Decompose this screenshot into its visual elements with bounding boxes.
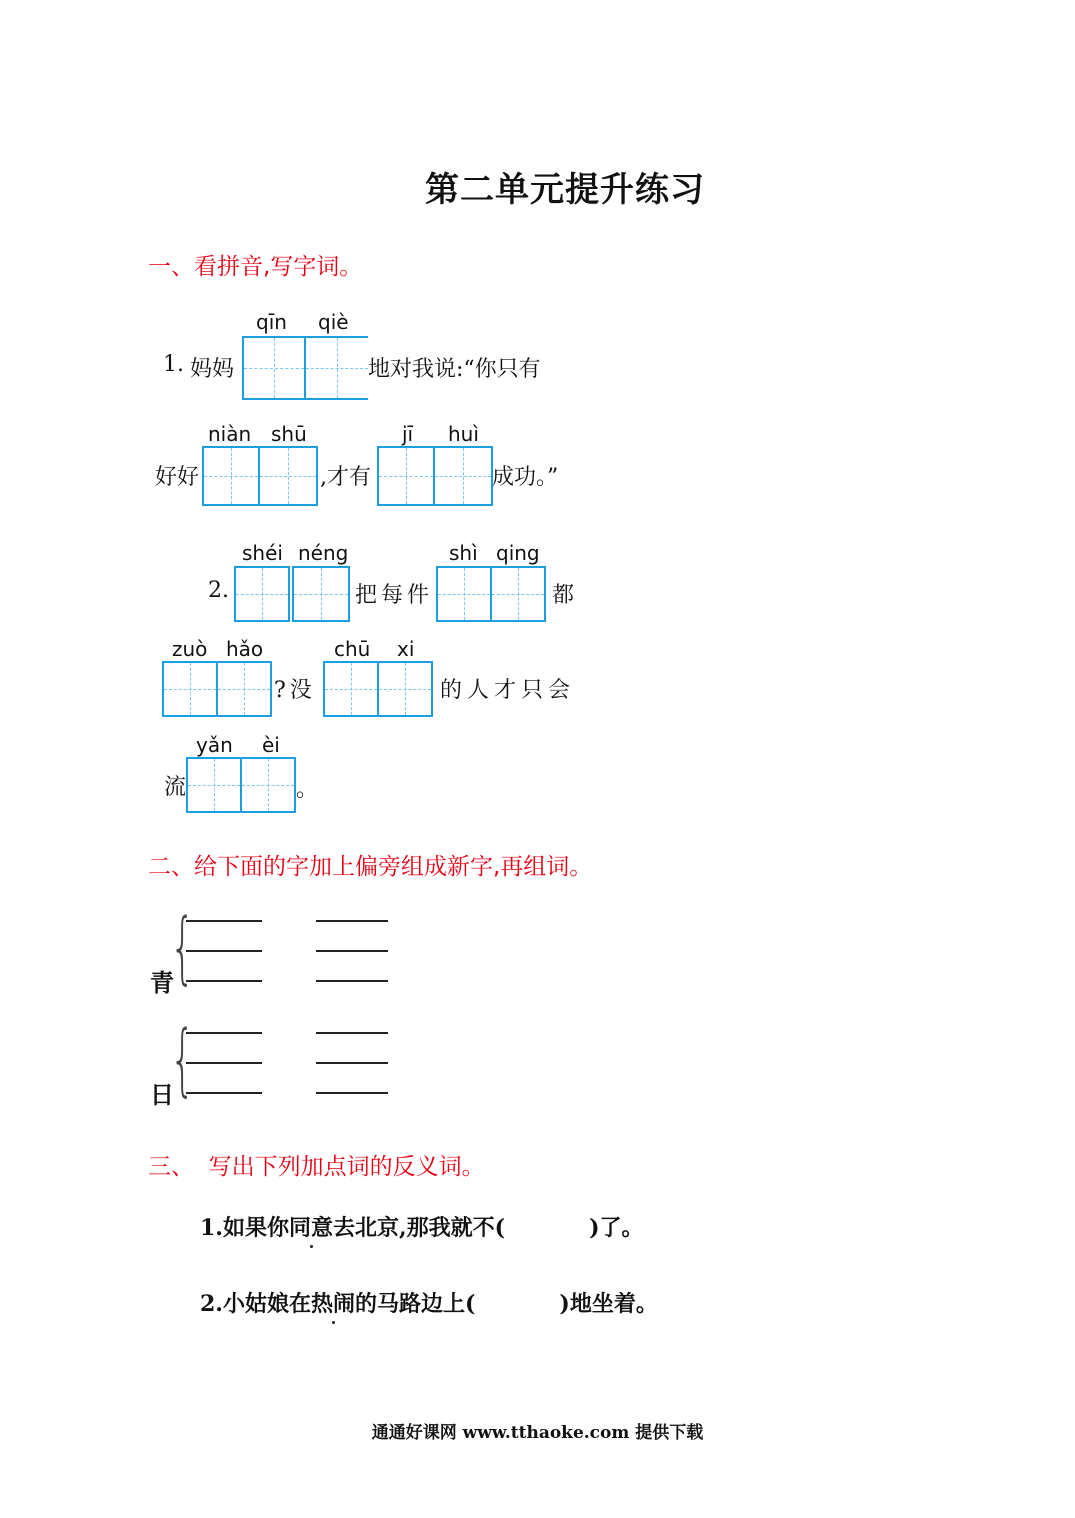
pinyin-shu: shū: [271, 422, 307, 446]
pinyin-ei: èi: [262, 733, 280, 757]
pinyin-shei: shéi: [242, 541, 283, 565]
writing-cell[interactable]: [186, 757, 242, 813]
writing-cell[interactable]: [304, 336, 368, 400]
grid-shiqing[interactable]: [436, 566, 546, 622]
q2-text-mid3: ?没: [274, 678, 316, 703]
grid-yanlei[interactable]: [186, 757, 296, 813]
pinyin-yan: yǎn: [196, 733, 233, 757]
pinyin-neng: néng: [298, 541, 349, 565]
q2-text-b: 的马路边上(: [354, 1291, 476, 1317]
pinyin-zuo: zuò: [172, 637, 208, 661]
writing-cell[interactable]: [490, 566, 546, 622]
q1-text-c: )了。: [589, 1215, 644, 1241]
char-qing: 青: [150, 968, 174, 997]
writing-cell[interactable]: [216, 661, 272, 717]
q1-text-a: 1.如果你: [200, 1215, 289, 1241]
blank-qing-2a[interactable]: [186, 950, 262, 952]
grid-qinqie[interactable]: [242, 336, 368, 400]
grid-nianshu[interactable]: [202, 446, 318, 506]
writing-cell[interactable]: [242, 336, 306, 400]
grid-jihui[interactable]: [377, 446, 493, 506]
pinyin-qie: qiè: [318, 310, 349, 334]
q2-text-mid2: 都: [552, 583, 575, 608]
pinyin-hui: huì: [448, 422, 479, 446]
antonym-question-1: [200, 1211, 643, 1242]
q2-text-a: 2.小姑娘在: [200, 1291, 311, 1317]
section-1-heading: 一、看拼音,写字词。: [148, 254, 363, 280]
page-title: 第二单元提升练习: [425, 170, 705, 210]
blank-qing-1b[interactable]: [316, 920, 388, 922]
q2-text-mid1: 把每件: [355, 583, 434, 608]
section-2-heading: 二、给下面的字加上偏旁组成新字,再组词。: [148, 854, 593, 880]
blank-ri-2a[interactable]: [186, 1062, 262, 1064]
q1-number: 1.: [163, 352, 184, 377]
writing-cell[interactable]: [323, 661, 379, 717]
writing-cell[interactable]: [377, 661, 433, 717]
footer-text: 通通好课网 www.tthaoke.com 提供下载: [371, 1423, 704, 1443]
grid-sheineng[interactable]: [234, 566, 350, 622]
pinyin-ji: jī: [402, 422, 414, 446]
q2-text-mid4: 的人才只会: [440, 678, 576, 703]
q1-dotted-word: 同意: [289, 1211, 333, 1242]
blank-ri-3a[interactable]: [186, 1092, 262, 1094]
writing-cell[interactable]: [202, 446, 260, 506]
section-3-heading: 三、 写出下列加点词的反义词。: [148, 1154, 485, 1180]
blank-qing-3b[interactable]: [316, 980, 388, 982]
pinyin-hao: hǎo: [226, 637, 264, 661]
antonym-question-2: [200, 1287, 658, 1318]
pinyin-xi: xi: [397, 637, 415, 661]
q2-text-c: )地坐着。: [559, 1291, 658, 1317]
brace-ri: {: [170, 1015, 195, 1105]
char-ri: 日: [150, 1080, 174, 1109]
q1-text-b: 去北京,那我就不(: [332, 1215, 506, 1241]
grid-chuxi[interactable]: [323, 661, 433, 717]
pinyin-shi: shì: [449, 541, 478, 565]
grid-zuohao[interactable]: [162, 661, 272, 717]
q1-text-pre: 妈妈: [190, 357, 235, 382]
q1-line2-end: 成功。”: [492, 465, 559, 490]
writing-cell[interactable]: [234, 566, 290, 622]
q2-text-end: 。: [296, 777, 319, 802]
q1-text-mid: 地对我说:“你只有: [368, 357, 541, 382]
blank-qing-2b[interactable]: [316, 950, 388, 952]
writing-cell[interactable]: [433, 446, 493, 506]
writing-cell[interactable]: [162, 661, 218, 717]
blank-qing-1a[interactable]: [186, 920, 262, 922]
blank-ri-2b[interactable]: [316, 1062, 388, 1064]
writing-cell[interactable]: [240, 757, 296, 813]
blank-qing-3a[interactable]: [186, 980, 262, 982]
writing-cell[interactable]: [436, 566, 492, 622]
writing-cell[interactable]: [292, 566, 350, 622]
pinyin-nian: niàn: [208, 422, 252, 446]
q1-line2-mid: ,才有: [320, 465, 371, 490]
q2-dotted-word: 热闹: [311, 1287, 355, 1318]
pinyin-chu: chū: [334, 637, 371, 661]
brace-qing: {: [170, 903, 195, 993]
q2-number: 2.: [208, 578, 229, 603]
q1-line2-pre: 好好: [155, 465, 200, 490]
pinyin-qing: qing: [496, 541, 540, 565]
blank-ri-1b[interactable]: [316, 1032, 388, 1034]
q2-text-pre5: 流: [164, 775, 187, 800]
blank-ri-1a[interactable]: [186, 1032, 262, 1034]
pinyin-qin: qīn: [256, 310, 287, 334]
blank-ri-3b[interactable]: [316, 1092, 388, 1094]
writing-cell[interactable]: [377, 446, 435, 506]
writing-cell[interactable]: [258, 446, 318, 506]
